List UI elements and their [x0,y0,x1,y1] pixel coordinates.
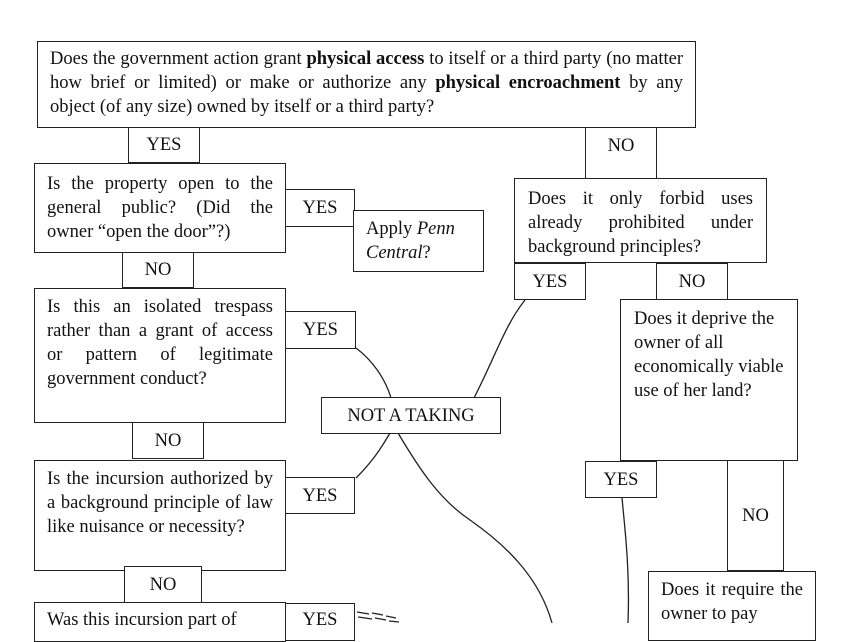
yes-label-deprive: YES [585,461,657,498]
connector-authorized-yes-to-not-taking [356,433,390,478]
no-label-authorized: NO [124,566,202,603]
penn-central-prefix: Apply [366,219,417,239]
question-text-part3: by any object (of any size) owned by itself or a third party? [50,73,683,117]
question-incursion-part [34,602,286,642]
question-text-bold2: physical encroachment [435,73,621,93]
question-require-pay [648,571,816,641]
no-label-isolated: NO [132,422,204,459]
no-label-forbid: NO [656,263,728,300]
question-deprive-use-text: Does it deprive the owner of all economically viable use of her land? [634,309,784,401]
penn-central-suffix: ? [422,243,431,263]
penn-central-italic: Penn Central [366,219,455,263]
yes-label-forbid: YES [514,263,586,300]
question-open-to-public-text: Is the property open to the general public? (Did the owner “open the door”?) [47,174,273,242]
question-incursion-part-text: Was this incursion part of [47,610,237,630]
yes-label-open-public: YES [285,189,355,227]
question-forbid-uses-text: Does it only forbid uses already prohibited under background principles? [528,189,753,257]
yes-label-isolated: YES [285,311,356,349]
question-deprive-use [620,299,798,461]
not-a-taking-box: NOT A TAKING [321,397,501,434]
no-label-top: NO [585,127,657,179]
apply-penn-central [353,210,484,272]
question-require-pay-text: Does it require the owner to pay [661,580,803,624]
connector-isolated-yes-to-not-taking [356,348,391,398]
no-label-open-public: NO [122,252,194,288]
question-text-part1: Does the government action grant [50,49,307,69]
connector-deprive-yes-down [622,498,628,623]
connector-not-taking-to-deprive-yes [398,433,552,623]
no-label-deprive: NO [727,460,784,571]
question-forbid-uses [514,178,767,263]
question-physical-access [37,41,696,128]
question-text-bold1: physical access [306,49,425,69]
question-incursion-authorized [34,460,286,571]
question-text-part2: to itself or a third party (no matter how brief or limited) or make or authorize any [50,49,683,93]
dashed-arrow-tail [357,612,399,622]
yes-label-incursion-part: YES [285,603,355,641]
question-open-to-public [34,163,286,253]
yes-label-top: YES [128,127,200,163]
connector-forbid-yes-to-not-taking [474,300,525,398]
yes-label-authorized: YES [285,477,355,514]
question-isolated-trespass-text: Is this an isolated trespass rather than a grant of access or pattern of legitimate government conduct? [47,297,273,389]
question-incursion-authorized-text: Is the incursion authorized by a background principle of law like nuisance or necessity? [47,469,273,537]
question-isolated-trespass [34,288,286,423]
